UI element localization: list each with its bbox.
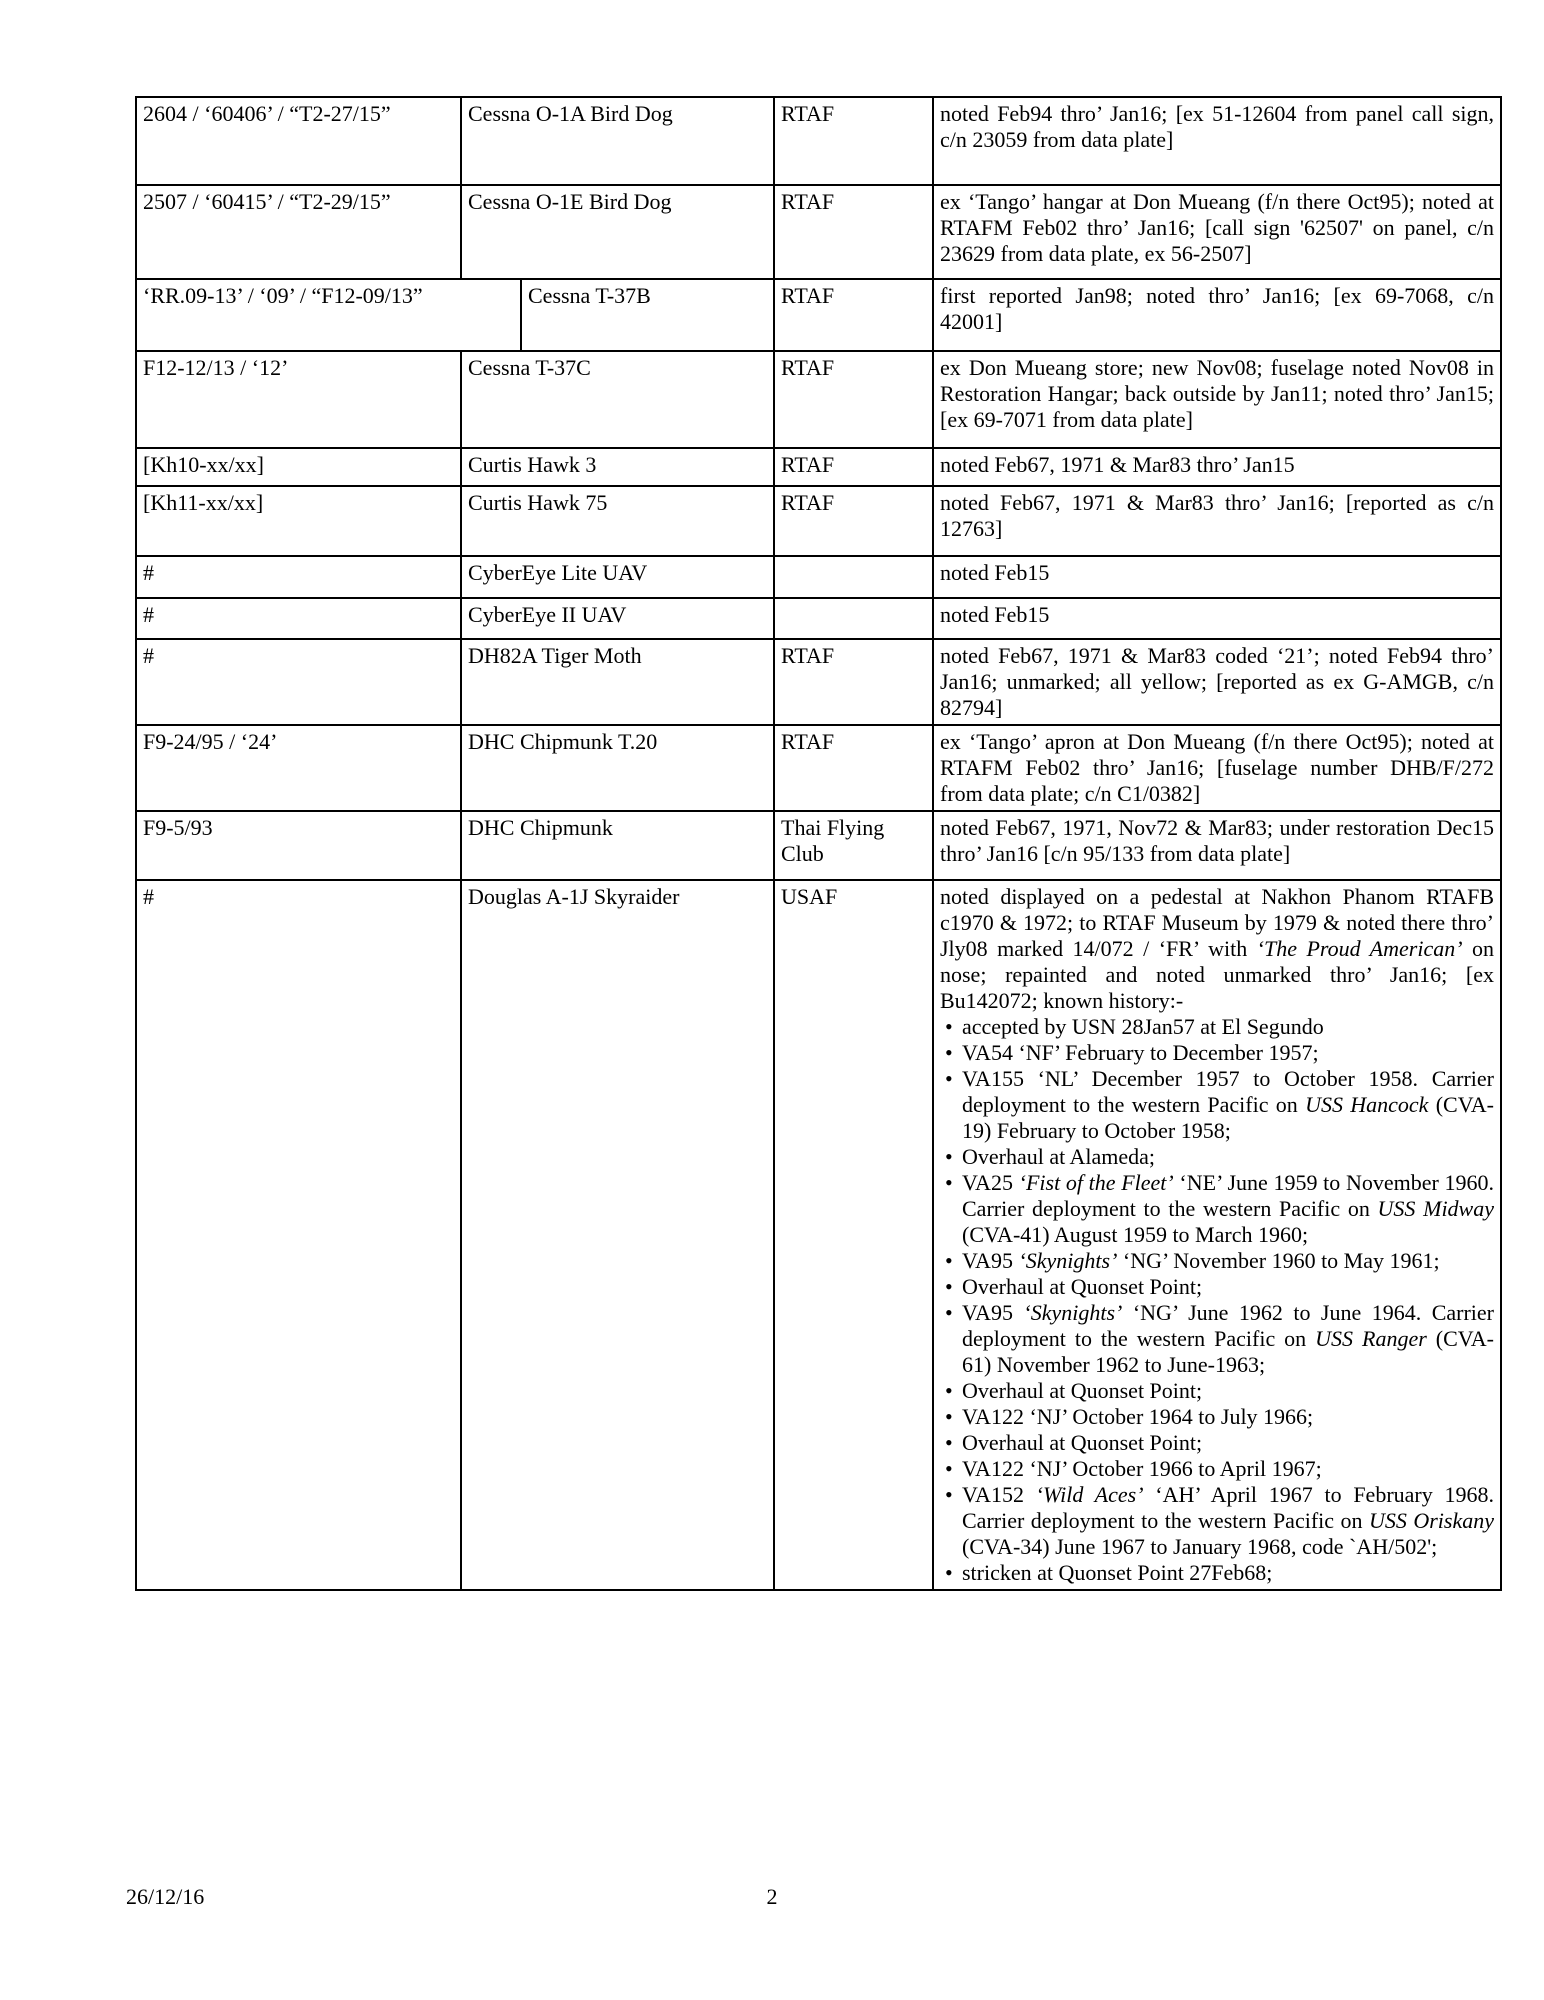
- note-text: noted Feb67, 1971 & Mar83 thro’ Jan15: [940, 452, 1295, 477]
- note-text: noted Feb67, 1971 & Mar83 thro’ Jan16; [reported as c/n 12763]: [940, 490, 1494, 541]
- aircraft-type-cell: Cessna O-1E Bird Dog: [461, 185, 774, 279]
- note-text: ‘NG’ November 1960 to May 1961;: [1117, 1248, 1440, 1273]
- note-text: Overhaul at Alameda;: [962, 1144, 1156, 1169]
- bullet-marker: •: [945, 1456, 953, 1481]
- note-text: (CVA-19) February to October 1958;: [962, 1092, 1494, 1143]
- operator-cell: RTAF: [774, 97, 933, 185]
- serial-cell: #: [136, 639, 461, 725]
- note-text: noted displayed on a pedestal at Nakhon Phanom RTAFB c1970 & 1972; to RTAF Museum by 1979 & noted there thro’ Jly08 marked 14/072 / ‘FR’ with: [940, 884, 1494, 961]
- operator-cell: RTAF: [774, 725, 933, 811]
- note-text: on nose; repainted and noted unmarked thro’ Jan16; [ex Bu142072; known history:-: [940, 936, 1495, 1013]
- operator-cell: RTAF: [774, 639, 933, 725]
- bullet-marker: •: [945, 1482, 953, 1507]
- note-text: VA122 ‘NJ’ October 1966 to April 1967;: [962, 1456, 1322, 1481]
- note-text: ‘NE’ June 1959 to November 1960. Carrier deployment to the western Pacific on: [962, 1170, 1494, 1221]
- serial-cell: 2604 / ‘60406’ / “T2-27/15”: [136, 97, 461, 185]
- notes-cell: [933, 448, 1501, 486]
- note-bullet-item: [940, 1040, 1494, 1066]
- note-paragraph: [940, 884, 1494, 1014]
- note-text: noted Feb94 thro’ Jan16; [ex 51-12604 from panel call sign, c/n 23059 from data plate]: [940, 101, 1494, 152]
- note-bullet-item: [940, 1430, 1494, 1456]
- note-text: (CVA-61) November 1962 to June-1963;: [962, 1326, 1495, 1377]
- notes-cell: [933, 486, 1501, 556]
- note-text-italic: USS Midway: [1377, 1196, 1494, 1221]
- serial-cell: #: [136, 880, 461, 1590]
- notes-cell: [933, 880, 1501, 1590]
- note-paragraph: [940, 101, 1494, 153]
- operator-cell: [774, 556, 933, 598]
- note-text: VA155 ‘NL’ December 1957 to October 1958. Carrier deployment to the western Pacific on: [962, 1066, 1494, 1117]
- note-text: Overhaul at Quonset Point;: [962, 1378, 1203, 1403]
- operator-cell: RTAF: [774, 185, 933, 279]
- note-text: Overhaul at Quonset Point;: [962, 1430, 1203, 1455]
- note-bullet-item: [940, 1066, 1494, 1144]
- serial-cell: [Kh10-xx/xx]: [136, 448, 461, 486]
- note-text: accepted by USN 28Jan57 at El Segundo: [962, 1014, 1324, 1039]
- note-bullet-item: [940, 1274, 1494, 1300]
- note-text: first reported Jan98; noted thro’ Jan16; [ex 69-7068, c/n 42001]: [940, 283, 1494, 334]
- note-bullet-item: [940, 1482, 1494, 1560]
- note-text: ex ‘Tango’ hangar at Don Mueang (f/n there Oct95); noted at RTAFM Feb02 thro’ Jan16; [call sign '62507' on panel, c/n 23629 from data plate, ex 56-2507]: [940, 189, 1494, 266]
- table-row: [136, 556, 1501, 598]
- bullet-marker: •: [945, 1378, 953, 1403]
- aircraft-type-cell: Cessna T-37B: [521, 279, 774, 351]
- note-text-italic: USS Ranger: [1315, 1326, 1427, 1351]
- note-text-italic: ‘Skynights’: [1018, 1248, 1118, 1273]
- note-text: ex Don Mueang store; new Nov08; fuselage noted Nov08 in Restoration Hangar; back outside by Jan11; noted thro’ Jan15; [ex 69-7071 from data plate]: [940, 355, 1494, 432]
- serial-cell: #: [136, 556, 461, 598]
- table-row: [136, 725, 1501, 811]
- bullet-marker: •: [945, 1040, 953, 1065]
- note-text: noted Feb67, 1971, Nov72 & Mar83; under restoration Dec15 thro’ Jan16 [c/n 95/133 from data plate]: [940, 815, 1494, 866]
- note-bullet-item: [940, 1300, 1494, 1378]
- note-text: VA95: [962, 1300, 1024, 1325]
- serial-cell: [Kh11-xx/xx]: [136, 486, 461, 556]
- notes-cell: [933, 556, 1501, 598]
- bullet-marker: •: [945, 1404, 953, 1429]
- note-text-italic: ‘The Proud American’: [1256, 936, 1463, 961]
- note-text: stricken at Quonset Point 27Feb68;: [962, 1560, 1273, 1585]
- aircraft-type-cell: CyberEye Lite UAV: [461, 556, 774, 598]
- notes-cell: [933, 598, 1501, 639]
- bullet-marker: •: [945, 1170, 953, 1195]
- note-text: noted Feb15: [940, 602, 1050, 627]
- operator-cell: RTAF: [774, 351, 933, 448]
- note-text: ex ‘Tango’ apron at Don Mueang (f/n there Oct95); noted at RTAFM Feb02 thro’ Jan16; [fuselage number DHB/F/272 from data plate; c/n C1/0382]: [940, 729, 1494, 806]
- bullet-marker: •: [945, 1144, 953, 1169]
- table-row: [136, 279, 1501, 351]
- operator-cell: RTAF: [774, 486, 933, 556]
- note-paragraph: [940, 452, 1494, 478]
- note-text: noted Feb15: [940, 560, 1050, 585]
- note-text: noted Feb67, 1971 & Mar83 coded ‘21’; noted Feb94 thro’ Jan16; unmarked; all yellow; [reported as ex G-AMGB, c/n 82794]: [940, 643, 1494, 720]
- note-paragraph: [940, 355, 1494, 433]
- table-row: [136, 598, 1501, 639]
- bullet-marker: •: [945, 1248, 953, 1273]
- notes-cell: [933, 279, 1501, 351]
- note-paragraph: [940, 560, 1494, 586]
- note-text: VA54 ‘NF’ February to December 1957;: [962, 1040, 1319, 1065]
- operator-cell: Thai Flying Club: [774, 811, 933, 880]
- table-row: [136, 811, 1501, 880]
- note-text: VA95: [962, 1248, 1019, 1273]
- note-text: VA25: [962, 1170, 1019, 1195]
- note-text: Overhaul at Quonset Point;: [962, 1274, 1203, 1299]
- table-row: [136, 351, 1501, 448]
- note-paragraph: [940, 189, 1494, 267]
- note-paragraph: [940, 815, 1494, 867]
- note-bullet-item: [940, 1248, 1494, 1274]
- note-bullet-item: [940, 1456, 1494, 1482]
- aircraft-type-cell: DHC Chipmunk T.20: [461, 725, 774, 811]
- note-text: (CVA-34) June 1967 to January 1968, code `AH/502';: [962, 1534, 1438, 1559]
- note-bullet-item: [940, 1144, 1494, 1170]
- note-text-italic: ‘Fist of the Fleet’: [1018, 1170, 1174, 1195]
- operator-cell: [774, 598, 933, 639]
- note-text: VA122 ‘NJ’ October 1964 to July 1966;: [962, 1404, 1314, 1429]
- note-text-italic: ‘Skynights’: [1023, 1300, 1123, 1325]
- footer-date: 26/12/16: [126, 1884, 205, 1909]
- aircraft-type-cell: Curtis Hawk 3: [461, 448, 774, 486]
- note-text: (CVA-41) August 1959 to March 1960;: [962, 1222, 1309, 1247]
- note-paragraph: [940, 490, 1494, 542]
- notes-cell: [933, 725, 1501, 811]
- table-row: [136, 185, 1501, 279]
- table-row: [136, 486, 1501, 556]
- operator-cell: USAF: [774, 880, 933, 1590]
- notes-cell: [933, 811, 1501, 880]
- aircraft-type-cell: Cessna O-1A Bird Dog: [461, 97, 774, 185]
- serial-cell: F12-12/13 / ‘12’: [136, 351, 461, 448]
- serial-cell: F9-5/93: [136, 811, 461, 880]
- footer-page-number: 2: [766, 1884, 778, 1909]
- notes-cell: [933, 639, 1501, 725]
- serial-cell: F9-24/95 / ‘24’: [136, 725, 461, 811]
- note-paragraph: [940, 643, 1494, 721]
- aircraft-type-cell: Curtis Hawk 75: [461, 486, 774, 556]
- aircraft-type-cell: DHC Chipmunk: [461, 811, 774, 880]
- table-row: [136, 448, 1501, 486]
- aircraft-type-cell: DH82A Tiger Moth: [461, 639, 774, 725]
- note-paragraph: [940, 283, 1494, 335]
- note-paragraph: [940, 602, 1494, 628]
- notes-cell: [933, 185, 1501, 279]
- bullet-marker: •: [945, 1560, 953, 1585]
- bullet-marker: •: [945, 1430, 953, 1455]
- note-paragraph: [940, 729, 1494, 807]
- table-row: [136, 880, 1501, 1590]
- aircraft-type-cell: CyberEye II UAV: [461, 598, 774, 639]
- note-text: ‘NG’ June 1962 to June 1964. Carrier deployment to the western Pacific on: [962, 1300, 1494, 1351]
- note-text: ‘AH’ April 1967 to February 1968. Carrier deployment to the western Pacific on: [962, 1482, 1494, 1533]
- notes-cell: [933, 351, 1501, 448]
- note-text-italic: ‘Wild Aces’: [1035, 1482, 1144, 1507]
- note-text-italic: USS Hancock: [1305, 1092, 1429, 1117]
- serial-cell: #: [136, 598, 461, 639]
- notes-cell: [933, 97, 1501, 185]
- note-bullet-item: [940, 1378, 1494, 1404]
- serial-cell: ‘RR.09-13’ / ‘09’ / “F12-09/13”: [136, 279, 521, 351]
- aircraft-type-cell: Cessna T-37C: [461, 351, 774, 448]
- table-row: [136, 639, 1501, 725]
- aircraft-table-body: [136, 97, 1501, 1590]
- operator-cell: RTAF: [774, 279, 933, 351]
- bullet-marker: •: [945, 1014, 953, 1039]
- note-bullet-item: [940, 1170, 1494, 1248]
- table-row: [136, 97, 1501, 185]
- operator-cell: RTAF: [774, 448, 933, 486]
- note-bullet-item: [940, 1014, 1494, 1040]
- bullet-marker: •: [945, 1274, 953, 1299]
- aircraft-type-cell: Douglas A-1J Skyraider: [461, 880, 774, 1590]
- aircraft-table: [135, 96, 1502, 1591]
- note-bullet-item: [940, 1404, 1494, 1430]
- note-text: VA152: [962, 1482, 1036, 1507]
- bullet-marker: •: [945, 1066, 953, 1091]
- serial-cell: 2507 / ‘60415’ / “T2-29/15”: [136, 185, 461, 279]
- note-bullet-item: [940, 1560, 1494, 1586]
- note-text-italic: USS Oriskany: [1368, 1508, 1494, 1533]
- bullet-marker: •: [945, 1300, 953, 1325]
